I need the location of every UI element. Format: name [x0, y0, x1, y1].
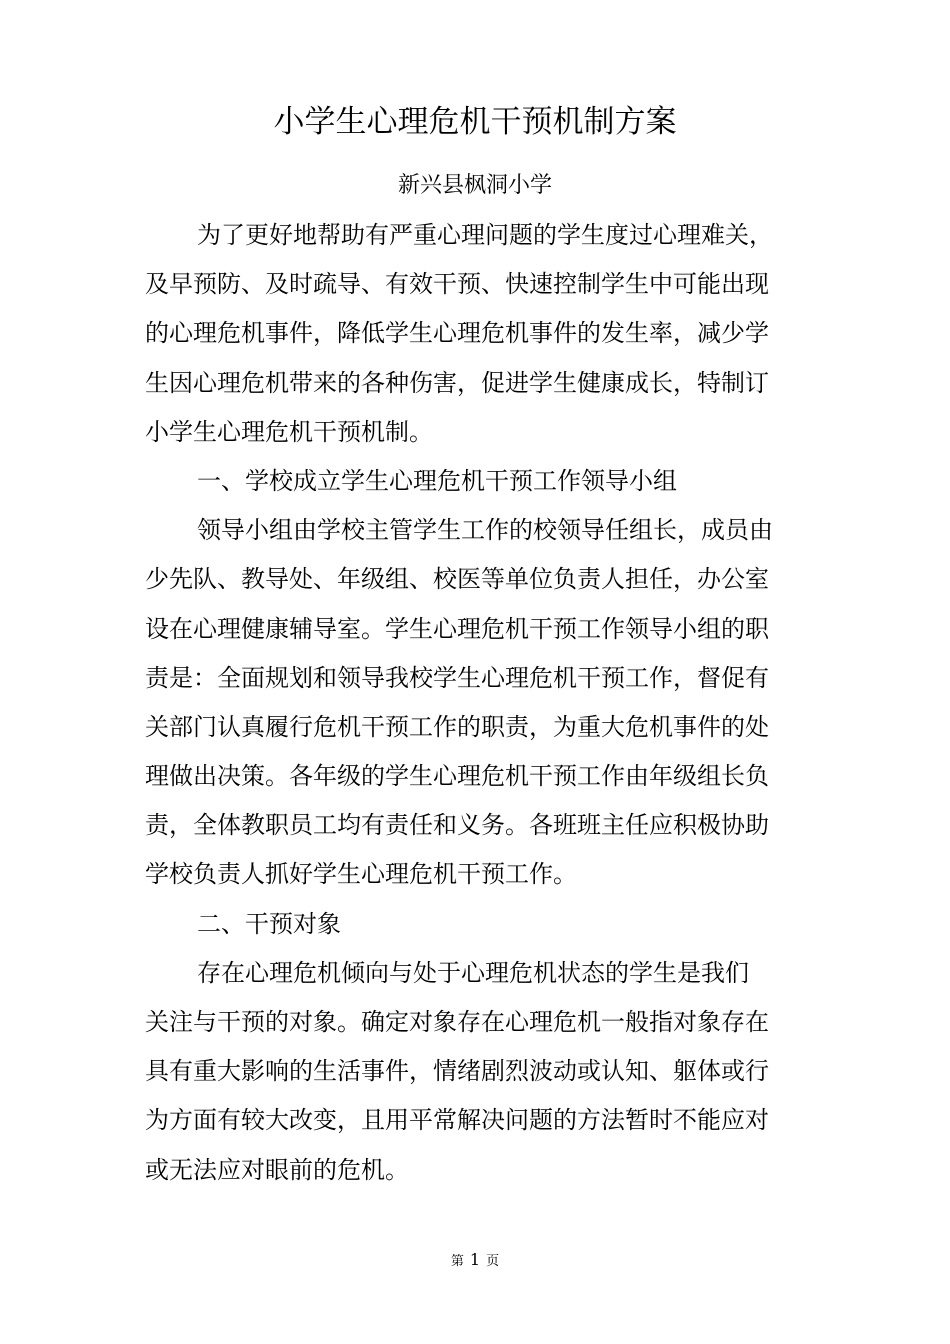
- body-line: 为方面有较大改变，且用平常解决问题的方法暂时不能应对: [145, 1106, 769, 1135]
- body-line: 学校负责人抓好学生心理危机干预工作。: [145, 860, 577, 889]
- document-subtitle: 新兴县枫洞小学: [397, 173, 552, 198]
- body-line: 领导小组由学校主管学生工作的校领导任组长，成员由: [197, 516, 773, 545]
- footer-suffix: 页: [486, 1254, 500, 1269]
- body-line: 及早预防、及时疏导、有效干预、快速控制学生中可能出现: [145, 270, 769, 299]
- page-number: 1: [469, 1250, 481, 1269]
- body-line: 或无法应对眼前的危机。: [145, 1155, 409, 1184]
- body-line: 的心理危机事件，降低学生心理危机事件的发生率，减少学: [145, 319, 769, 348]
- body-line: 生因心理危机带来的各种伤害，促进学生健康成长，特制订: [145, 368, 769, 397]
- body-line: 一、学校成立学生心理危机干预工作领导小组: [197, 466, 677, 495]
- body-line: 关注与干预的对象。确定对象存在心理危机一般指对象存在: [145, 1008, 769, 1036]
- body-line: 具有重大影响的生活事件，情绪剧烈波动或认知、躯体或行: [145, 1057, 769, 1086]
- body-line: 责是：全面规划和领导我校学生心理危机干预工作，督促有: [145, 663, 769, 692]
- page-footer: [0, 1250, 950, 1272]
- body-line: 小学生心理危机干预机制。: [145, 417, 433, 446]
- body-line: 少先队、教导处、年级组、校医等单位负责人担任，办公室: [145, 565, 769, 594]
- document-title: 小学生心理危机干预机制方案: [273, 104, 677, 140]
- body-line: 二、干预对象: [197, 909, 341, 938]
- body-line: 理做出决策。各年级的学生心理危机干预工作由年级组长负: [145, 762, 769, 791]
- body-line: 关部门认真履行危机干预工作的职责，为重大危机事件的处: [145, 712, 769, 741]
- body-line: 为了更好地帮助有严重心理问题的学生度过心理难关，: [197, 221, 773, 249]
- body-line: 设在心理健康辅导室。学生心理危机干预工作领导小组的职: [145, 614, 769, 643]
- body-line: 存在心理危机倾向与处于心理危机状态的学生是我们: [197, 958, 749, 987]
- footer-prefix: 第: [450, 1254, 464, 1269]
- body-line: 责，全体教职员工均有责任和义务。各班班主任应积极协助: [145, 811, 769, 840]
- document-body: [145, 211, 810, 1195]
